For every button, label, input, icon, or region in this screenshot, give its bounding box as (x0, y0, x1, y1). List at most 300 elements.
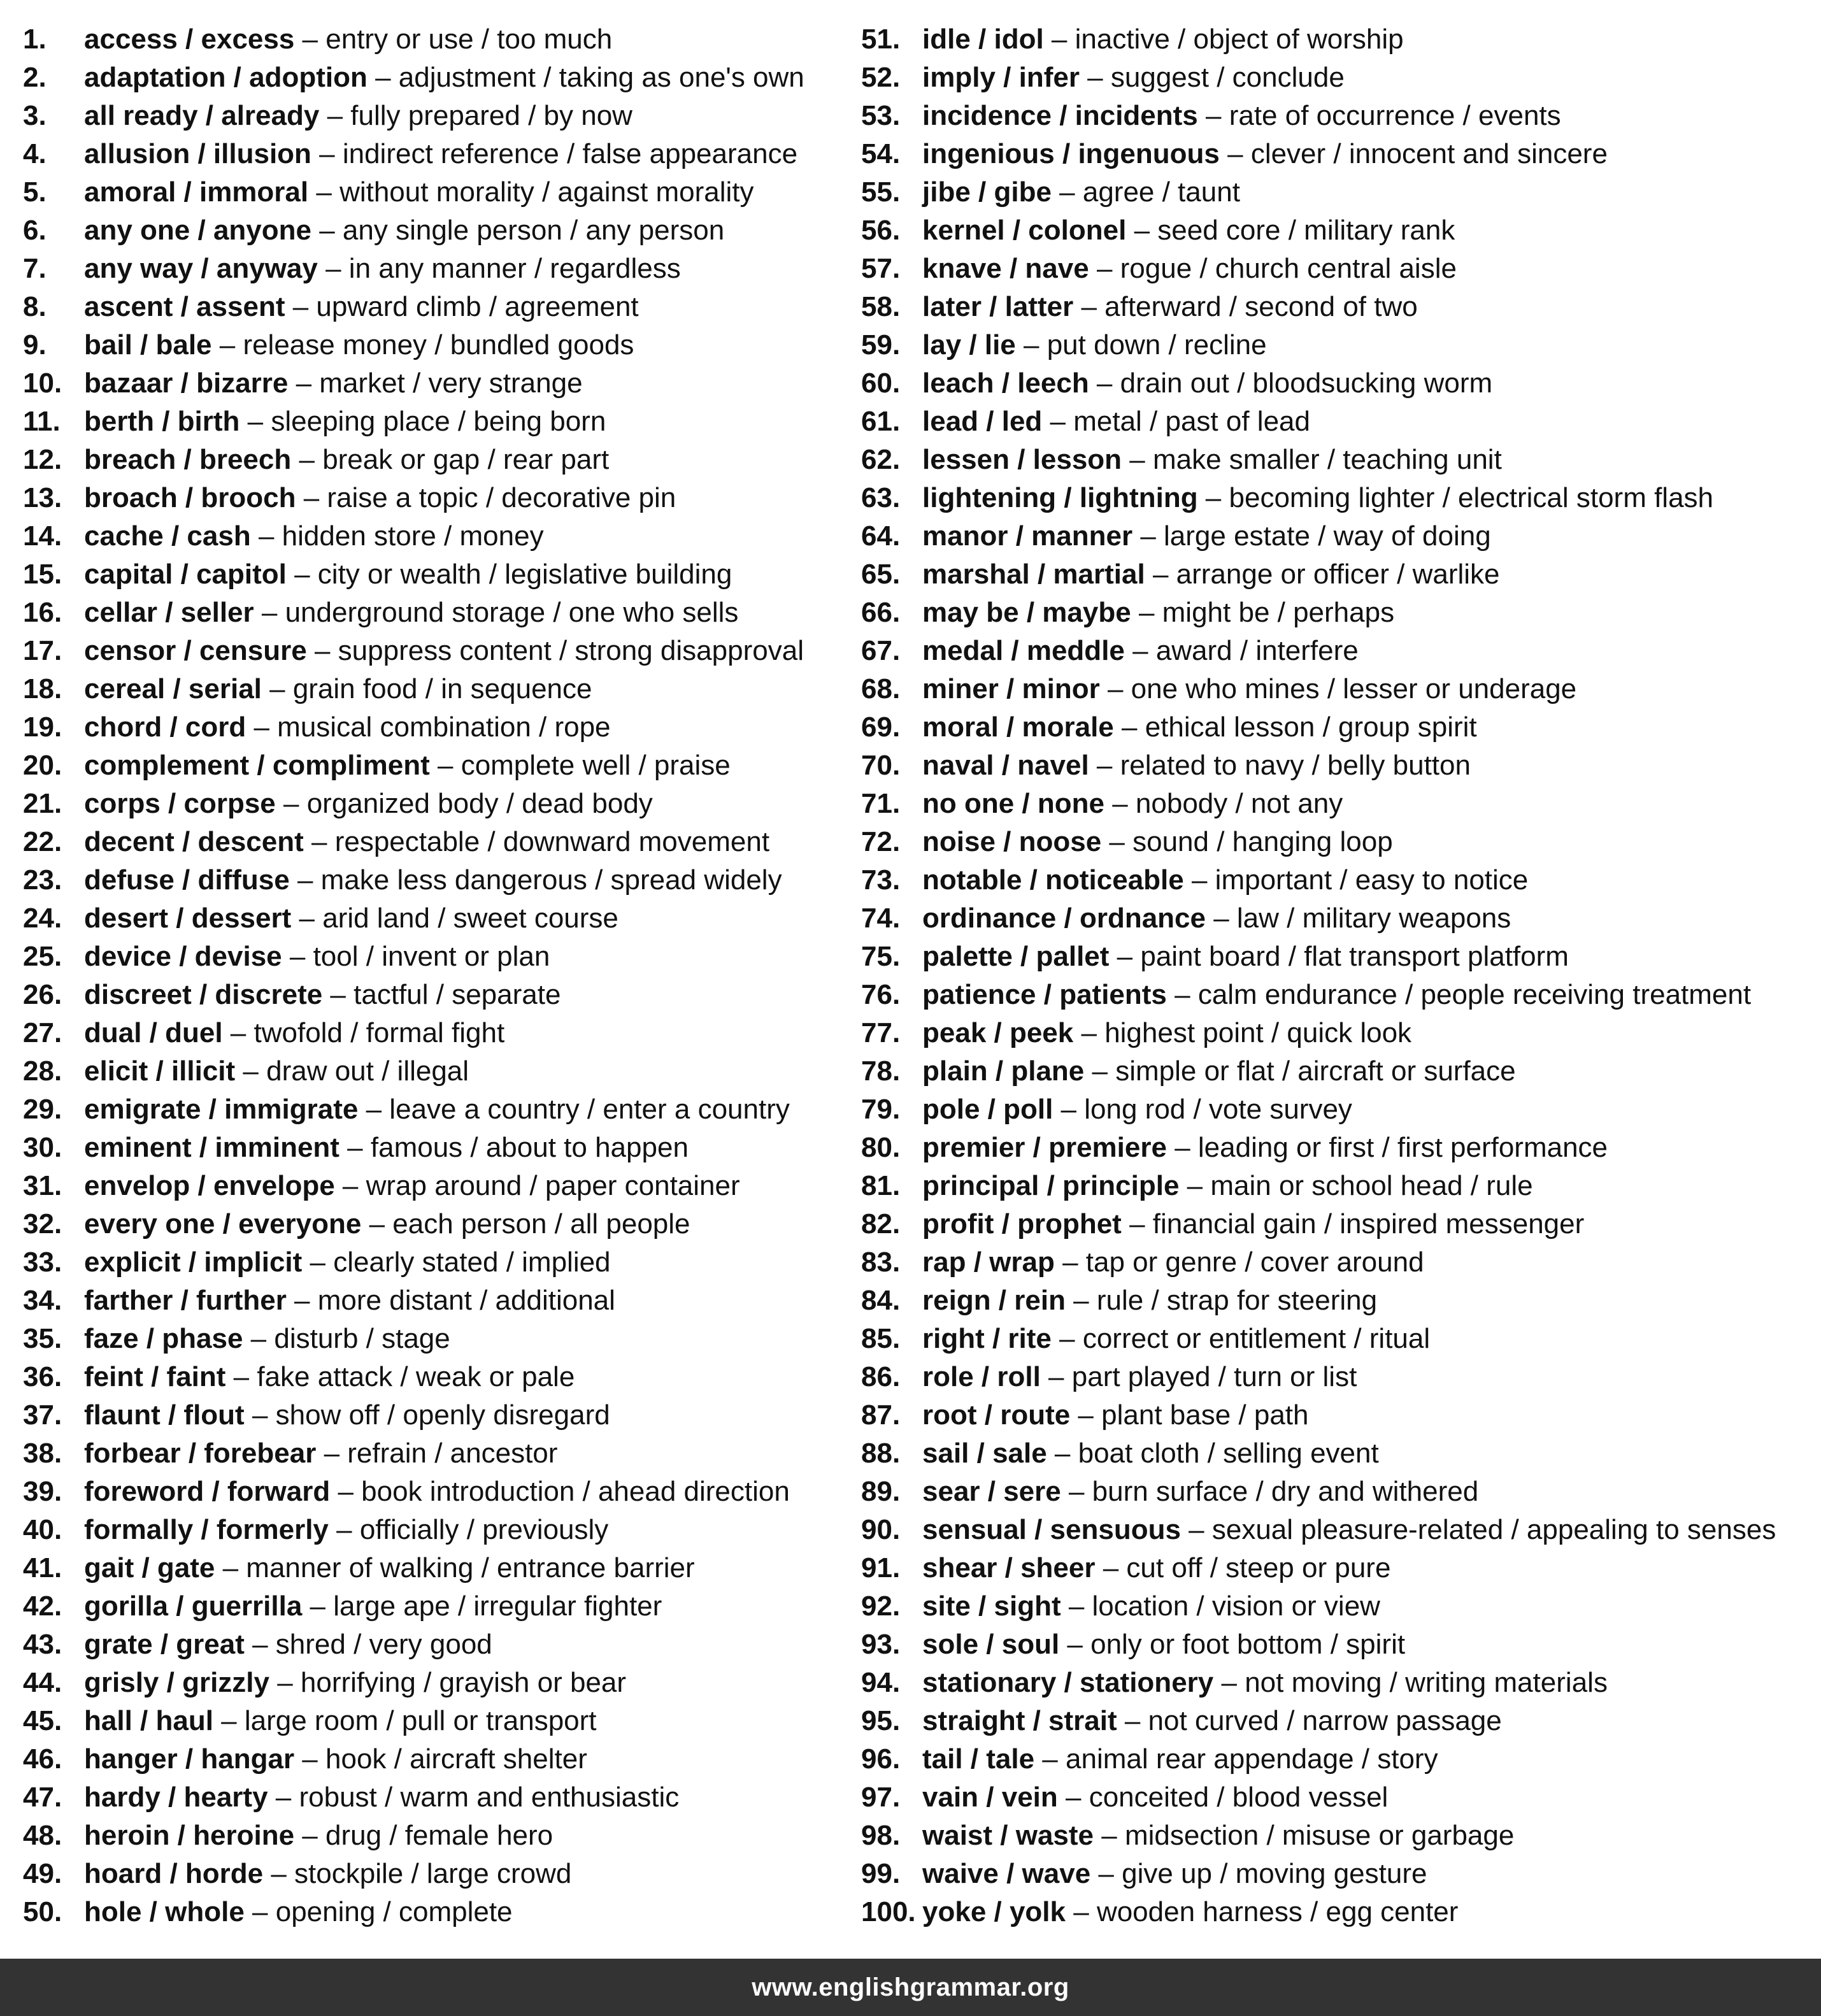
footer-banner (0, 1959, 1821, 2016)
entry-number: 68. (861, 673, 901, 704)
pair-meaning: inactive / object of worship (1075, 24, 1404, 55)
word-pair: sensual / sensuous (922, 1514, 1181, 1545)
pair-meaning: officially / previously (359, 1514, 609, 1545)
entry-number: 52. (861, 62, 901, 93)
dash-separator: – (1179, 1170, 1211, 1201)
word-pair-entry (23, 747, 731, 785)
dash-separator: – (367, 62, 399, 93)
word-pair-entry (23, 899, 618, 938)
pair-meaning: afterward / second of two (1104, 291, 1418, 322)
word-pair-entry (23, 1473, 790, 1511)
entry-number: 10. (23, 368, 62, 399)
pair-meaning: large ape / irregular fighter (333, 1591, 662, 1622)
dash-separator: – (311, 215, 343, 246)
entry-number: 55. (861, 176, 901, 208)
pair-meaning: release money / bundled goods (243, 329, 634, 361)
entry-number: 71. (861, 788, 901, 819)
word-pair: allusion / illusion (84, 138, 311, 169)
pair-meaning: raise a topic / decorative pin (327, 482, 676, 513)
entry-number: 94. (861, 1667, 901, 1698)
word-pair: notable / noticeable (922, 864, 1184, 896)
word-pair-entry (23, 1855, 571, 1893)
entry-number: 65. (861, 559, 901, 590)
pair-meaning: location / vision or view (1092, 1591, 1380, 1622)
word-pair: forbear / forebear (84, 1438, 317, 1469)
entry-number: 64. (861, 520, 901, 552)
dash-separator: – (1205, 903, 1237, 934)
word-pair-entry (861, 1358, 1357, 1396)
entry-number: 87. (861, 1399, 901, 1431)
pair-meaning: not curved / narrow passage (1148, 1705, 1502, 1736)
pair-meaning: not moving / writing materials (1245, 1667, 1608, 1698)
pair-meaning: indirect reference / false appearance (342, 138, 798, 169)
entry-number: 48. (23, 1820, 62, 1851)
word-pair: premier / premiere (922, 1132, 1167, 1163)
word-pair: sear / sere (922, 1476, 1061, 1507)
dash-separator: – (1180, 1514, 1212, 1545)
word-pair-entry (861, 517, 1491, 555)
pair-meaning: show off / openly disregard (275, 1399, 610, 1431)
entry-number: 6. (23, 215, 46, 246)
entry-number: 7. (23, 253, 46, 284)
entry-number: 57. (861, 253, 901, 284)
entry-number: 54. (861, 138, 901, 169)
entry-number: 11. (23, 406, 61, 437)
word-pair: incidence / incidents (922, 100, 1198, 131)
word-pair: waive / wave (922, 1858, 1091, 1889)
dash-separator: – (303, 826, 335, 857)
word-pair-entry (23, 517, 544, 555)
dash-separator: – (361, 1208, 393, 1240)
word-pair-entry (861, 555, 1500, 594)
word-pair: reign / rein (922, 1285, 1066, 1316)
entry-number: 29. (23, 1094, 62, 1125)
dash-separator: – (1015, 329, 1047, 361)
word-pair: feint / faint (84, 1361, 226, 1392)
entry-number: 24. (23, 903, 62, 934)
entry-number: 40. (23, 1514, 62, 1545)
pair-meaning: wooden harness / egg center (1096, 1896, 1459, 1927)
entry-number: 22. (23, 826, 62, 857)
pair-meaning: tactful / separate (353, 979, 561, 1010)
dash-separator: – (291, 444, 323, 475)
entry-number: 61. (861, 406, 901, 437)
pair-meaning: entry or use / too much (325, 24, 613, 55)
entry-number: 45. (23, 1705, 62, 1736)
word-pair: hardy / hearty (84, 1782, 268, 1813)
entry-number: 46. (23, 1743, 62, 1775)
entry-number: 23. (23, 864, 62, 896)
right-column (861, 0, 1810, 1959)
entry-number: 50. (23, 1896, 62, 1927)
word-pair: ordinance / ordnance (922, 903, 1206, 934)
dash-separator: – (1065, 1285, 1097, 1316)
pair-meaning: draw out / illegal (266, 1055, 469, 1087)
dash-separator: – (1040, 1361, 1072, 1392)
word-pair-entry (23, 823, 769, 861)
word-pair: site / sight (922, 1591, 1061, 1622)
entry-number: 19. (23, 711, 62, 743)
word-pair: gorilla / guerrilla (84, 1591, 303, 1622)
word-pair: leach / leech (922, 368, 1089, 399)
word-pair-entry (23, 555, 732, 594)
word-pair-entry (23, 135, 797, 173)
word-pair-entry (861, 97, 1561, 135)
word-pair-entry (861, 20, 1404, 59)
pair-meaning: metal / past of lead (1073, 406, 1310, 437)
entry-number: 56. (861, 215, 901, 246)
dash-separator: – (319, 100, 351, 131)
dash-separator: – (1051, 176, 1083, 208)
word-pair: hall / haul (84, 1705, 213, 1736)
dash-separator: – (254, 597, 285, 628)
word-pair: flaunt / flout (84, 1399, 245, 1431)
word-pair-entry (23, 403, 606, 441)
word-pair: lightening / lightning (922, 482, 1198, 513)
word-pair-entry (23, 1282, 615, 1320)
pair-meaning: opening / complete (275, 1896, 513, 1927)
pair-meaning: long rod / vote survey (1084, 1094, 1352, 1125)
word-pair: manor / manner (922, 520, 1133, 552)
entry-number: 83. (861, 1247, 901, 1278)
dash-separator: – (250, 520, 282, 552)
dash-separator: – (302, 1591, 334, 1622)
word-pair: noise / noose (922, 826, 1102, 857)
dash-separator: – (1131, 597, 1162, 628)
pair-meaning: more distant / additional (317, 1285, 615, 1316)
pair-meaning: stockpile / large crowd (294, 1858, 572, 1889)
word-pair-entry (861, 441, 1502, 479)
dash-separator: – (1117, 1705, 1148, 1736)
dash-separator: – (1073, 291, 1105, 322)
word-pair: corps / corpse (84, 788, 276, 819)
dash-separator: – (1166, 1132, 1198, 1163)
dash-separator: – (244, 1399, 276, 1431)
word-pair-entry (23, 441, 609, 479)
word-pair-entry (861, 1511, 1776, 1549)
dash-separator: – (286, 1285, 318, 1316)
pair-meaning: part played / turn or list (1071, 1361, 1357, 1392)
pair-meaning: suggest / conclude (1110, 62, 1345, 93)
word-pair: imply / infer (922, 62, 1080, 93)
word-pair: desert / dessert (84, 903, 292, 934)
dash-separator: – (243, 1323, 275, 1354)
pair-meaning: only or foot bottom / spirit (1090, 1629, 1406, 1660)
entry-number: 96. (861, 1743, 901, 1775)
dash-separator: – (261, 673, 293, 704)
dash-separator: – (1054, 1247, 1086, 1278)
pair-meaning: drug / female hero (325, 1820, 553, 1851)
dash-separator: – (1099, 673, 1131, 704)
pair-meaning: city or wealth / legislative building (317, 559, 732, 590)
word-pair-entry (861, 1702, 1502, 1740)
pair-meaning: market / very strange (319, 368, 583, 399)
word-pair-entry (861, 899, 1511, 938)
pair-meaning: rate of occurrence / events (1229, 100, 1561, 131)
word-pair: tail / tale (922, 1743, 1035, 1775)
word-pair-entry (23, 670, 592, 708)
dash-separator: – (285, 291, 317, 322)
word-pair-entry (23, 1129, 689, 1167)
word-pair: foreword / forward (84, 1476, 331, 1507)
entry-number: 75. (861, 941, 901, 972)
dash-separator: – (1113, 711, 1145, 743)
dash-separator: – (1079, 62, 1111, 93)
entry-number: 31. (23, 1170, 62, 1201)
word-pair: no one / none (922, 788, 1104, 819)
word-pair-entry (861, 670, 1576, 708)
word-pair-entry (23, 173, 754, 211)
entry-number: 17. (23, 635, 62, 666)
word-pair-entry (861, 364, 1492, 403)
pair-meaning: organized body / dead body (306, 788, 653, 819)
pair-meaning: horrifying / grayish or bear (300, 1667, 627, 1698)
word-pair-entry (23, 1817, 553, 1855)
dash-separator: – (306, 635, 338, 666)
dash-separator: – (289, 864, 321, 896)
word-pair-entry (861, 1664, 1608, 1702)
entry-number: 99. (861, 1858, 901, 1889)
entry-number: 25. (23, 941, 62, 972)
word-pair-entry (23, 250, 681, 288)
dash-separator: – (1126, 215, 1158, 246)
pair-meaning: tool / invent or plan (313, 941, 550, 972)
dash-separator: – (246, 711, 278, 743)
pair-meaning: nobody / not any (1135, 788, 1343, 819)
word-pair-entry (861, 288, 1418, 326)
word-pair-entry (861, 1243, 1424, 1282)
word-pair-entry (23, 1664, 626, 1702)
word-pair-entry (861, 1778, 1388, 1817)
word-pair: jibe / gibe (922, 176, 1052, 208)
pair-meaning: animal rear appendage / story (1066, 1743, 1438, 1775)
entry-number: 98. (861, 1820, 901, 1851)
word-pair-entry (23, 594, 738, 632)
entry-number: 90. (861, 1514, 901, 1545)
dash-separator: – (1101, 826, 1133, 857)
entry-number: 72. (861, 826, 901, 857)
word-pair: naval / navel (922, 750, 1089, 781)
entry-number: 76. (861, 979, 901, 1010)
dash-separator: – (244, 1896, 276, 1927)
word-pair-entry (23, 211, 724, 250)
word-pair: root / route (922, 1399, 1071, 1431)
pair-meaning: simple or flat / aircraft or surface (1115, 1055, 1516, 1087)
entry-number: 77. (861, 1017, 901, 1048)
pair-meaning: musical combination / rope (277, 711, 611, 743)
word-pair: waist / waste (922, 1820, 1094, 1851)
word-pair-entry (861, 59, 1345, 97)
entry-number: 47. (23, 1782, 62, 1813)
dash-separator: – (334, 1170, 366, 1201)
pair-meaning: manner of walking / entrance barrier (246, 1552, 695, 1583)
entry-number: 73. (861, 864, 901, 896)
entry-number: 14. (23, 520, 62, 552)
pair-meaning: award / interfere (1155, 635, 1359, 666)
entry-number: 63. (861, 482, 901, 513)
word-pair-entry (23, 785, 653, 823)
word-pair-entry (23, 326, 634, 364)
dash-separator: – (282, 941, 313, 972)
pair-meaning: related to navy / belly button (1120, 750, 1471, 781)
footer-website-link[interactable]: www.englishgrammar.org (752, 1973, 1069, 2001)
entry-number: 43. (23, 1629, 62, 1660)
pair-meaning: tap or genre / cover around (1085, 1247, 1424, 1278)
pair-meaning: large room / pull or transport (244, 1705, 597, 1736)
dash-separator: – (1059, 1629, 1091, 1660)
dash-separator: – (288, 368, 320, 399)
entry-number: 81. (861, 1170, 901, 1201)
word-pair: bazaar / bizarre (84, 368, 289, 399)
word-pair-entry (23, 1052, 469, 1090)
dash-separator: – (1122, 444, 1153, 475)
word-pair-entry (23, 288, 639, 326)
word-pair-entry (861, 976, 1751, 1014)
pair-meaning: famous / about to happen (370, 1132, 689, 1163)
pair-meaning: robust / warm and enthusiastic (299, 1782, 680, 1813)
entry-number: 62. (861, 444, 901, 475)
word-pair-entry (23, 1358, 575, 1396)
entry-number: 15. (23, 559, 62, 590)
word-pair: vain / vein (922, 1782, 1058, 1813)
word-pair-entry (23, 632, 804, 670)
entry-number: 18. (23, 673, 62, 704)
word-pair-entry (861, 403, 1310, 441)
word-pair: eminent / imminent (84, 1132, 339, 1163)
word-pair: censor / censure (84, 635, 307, 666)
dash-separator: – (1109, 941, 1141, 972)
word-pair: amoral / immoral (84, 176, 309, 208)
word-pair-entry (861, 861, 1528, 899)
entry-number: 21. (23, 788, 62, 819)
pair-meaning: ethical lesson / group spirit (1145, 711, 1477, 743)
pair-meaning: wrap around / paper container (366, 1170, 740, 1201)
pair-meaning: sound / hanging loop (1132, 826, 1393, 857)
dash-separator: – (1145, 559, 1176, 590)
pair-meaning: conceited / blood vessel (1089, 1782, 1389, 1813)
word-pair: ingenious / ingenuous (922, 138, 1220, 169)
pair-meaning: clever / innocent and sincere (1250, 138, 1608, 169)
pair-meaning: hook / aircraft shelter (325, 1743, 587, 1775)
entry-number: 12. (23, 444, 62, 475)
word-pair: emigrate / immigrate (84, 1094, 359, 1125)
dash-separator: – (1046, 1438, 1078, 1469)
word-pair-entry (23, 1014, 504, 1052)
word-pair: all ready / already (84, 100, 320, 131)
pair-meaning: rogue / church central aisle (1120, 253, 1457, 284)
dash-separator: – (239, 406, 271, 437)
word-pair: decent / descent (84, 826, 304, 857)
pair-meaning: hidden store / money (282, 520, 544, 552)
dash-separator: – (1034, 1743, 1066, 1775)
pair-meaning: give up / moving gesture (1122, 1858, 1427, 1889)
word-pair-entry (861, 211, 1455, 250)
entry-number: 44. (23, 1667, 62, 1698)
word-pair-entry (23, 1511, 608, 1549)
pair-meaning: each person / all people (392, 1208, 690, 1240)
dash-separator: – (263, 1858, 295, 1889)
dash-separator: – (316, 1438, 348, 1469)
dash-separator: – (1094, 1820, 1125, 1851)
word-pair-entry (23, 1702, 597, 1740)
word-pair: device / devise (84, 941, 282, 972)
entry-number: 51. (861, 24, 901, 55)
entry-number: 78. (861, 1055, 901, 1087)
word-pair-entry (861, 1396, 1308, 1434)
dash-separator: – (1084, 1055, 1116, 1087)
entry-number: 97. (861, 1782, 901, 1813)
dash-separator: – (1060, 1591, 1092, 1622)
word-pair: chord / cord (84, 711, 246, 743)
entry-number: 16. (23, 597, 62, 628)
pair-meaning: seed core / military rank (1157, 215, 1455, 246)
dash-separator: – (211, 329, 243, 361)
pair-meaning: agree / taunt (1082, 176, 1240, 208)
left-column (23, 0, 845, 1959)
dash-separator: – (1197, 100, 1229, 131)
dash-separator: – (1213, 1667, 1245, 1698)
entry-number: 38. (23, 1438, 62, 1469)
pair-meaning: arid land / sweet course (322, 903, 618, 934)
word-pair-entry (23, 1090, 790, 1129)
dash-separator: – (294, 1820, 325, 1851)
word-pair-entry (23, 1167, 740, 1205)
pair-meaning: correct or entitlement / ritual (1082, 1323, 1431, 1354)
dash-separator: – (1132, 520, 1164, 552)
pair-meaning: underground storage / one who sells (285, 597, 739, 628)
pair-meaning: boat cloth / selling event (1078, 1438, 1379, 1469)
word-pair: principal / principle (922, 1170, 1180, 1201)
entry-number: 28. (23, 1055, 62, 1087)
pair-meaning: in any manner / regardless (348, 253, 681, 284)
word-pair: access / excess (84, 24, 295, 55)
dash-separator: – (269, 1667, 301, 1698)
entry-number: 84. (861, 1285, 901, 1316)
word-pair: envelop / envelope (84, 1170, 335, 1201)
dash-separator: – (1124, 635, 1156, 666)
word-pair: knave / nave (922, 253, 1089, 284)
dash-separator: – (1095, 1552, 1127, 1583)
word-pair: hanger / hangar (84, 1743, 295, 1775)
word-pair: cache / cash (84, 520, 251, 552)
word-pair: cereal / serial (84, 673, 262, 704)
entry-number: 89. (861, 1476, 901, 1507)
word-pair-entry (861, 823, 1393, 861)
pair-meaning: complete well / praise (461, 750, 731, 781)
word-pair-entry (861, 1320, 1430, 1358)
dash-separator: – (1073, 1017, 1105, 1048)
word-pair-entry (23, 1778, 679, 1817)
entry-number: 33. (23, 1247, 62, 1278)
word-pair-entry (23, 861, 782, 899)
word-pair: capital / capitol (84, 559, 287, 590)
entry-number: 26. (23, 979, 62, 1010)
entry-number: 27. (23, 1017, 62, 1048)
word-pair-entry (861, 1740, 1438, 1778)
word-pair-entry (23, 1205, 690, 1243)
dash-separator: – (1090, 1858, 1122, 1889)
entry-number: 34. (23, 1285, 62, 1316)
word-pair: peak / peek (922, 1017, 1074, 1048)
word-pair: role / roll (922, 1361, 1041, 1392)
entry-number: 35. (23, 1323, 62, 1354)
word-pair: gait / gate (84, 1552, 215, 1583)
word-pair-entry (861, 632, 1359, 670)
entry-number: 1. (23, 24, 46, 55)
word-pair: kernel / colonel (922, 215, 1127, 246)
word-pair: shear / sheer (922, 1552, 1096, 1583)
pair-meaning: break or gap / rear part (322, 444, 610, 475)
